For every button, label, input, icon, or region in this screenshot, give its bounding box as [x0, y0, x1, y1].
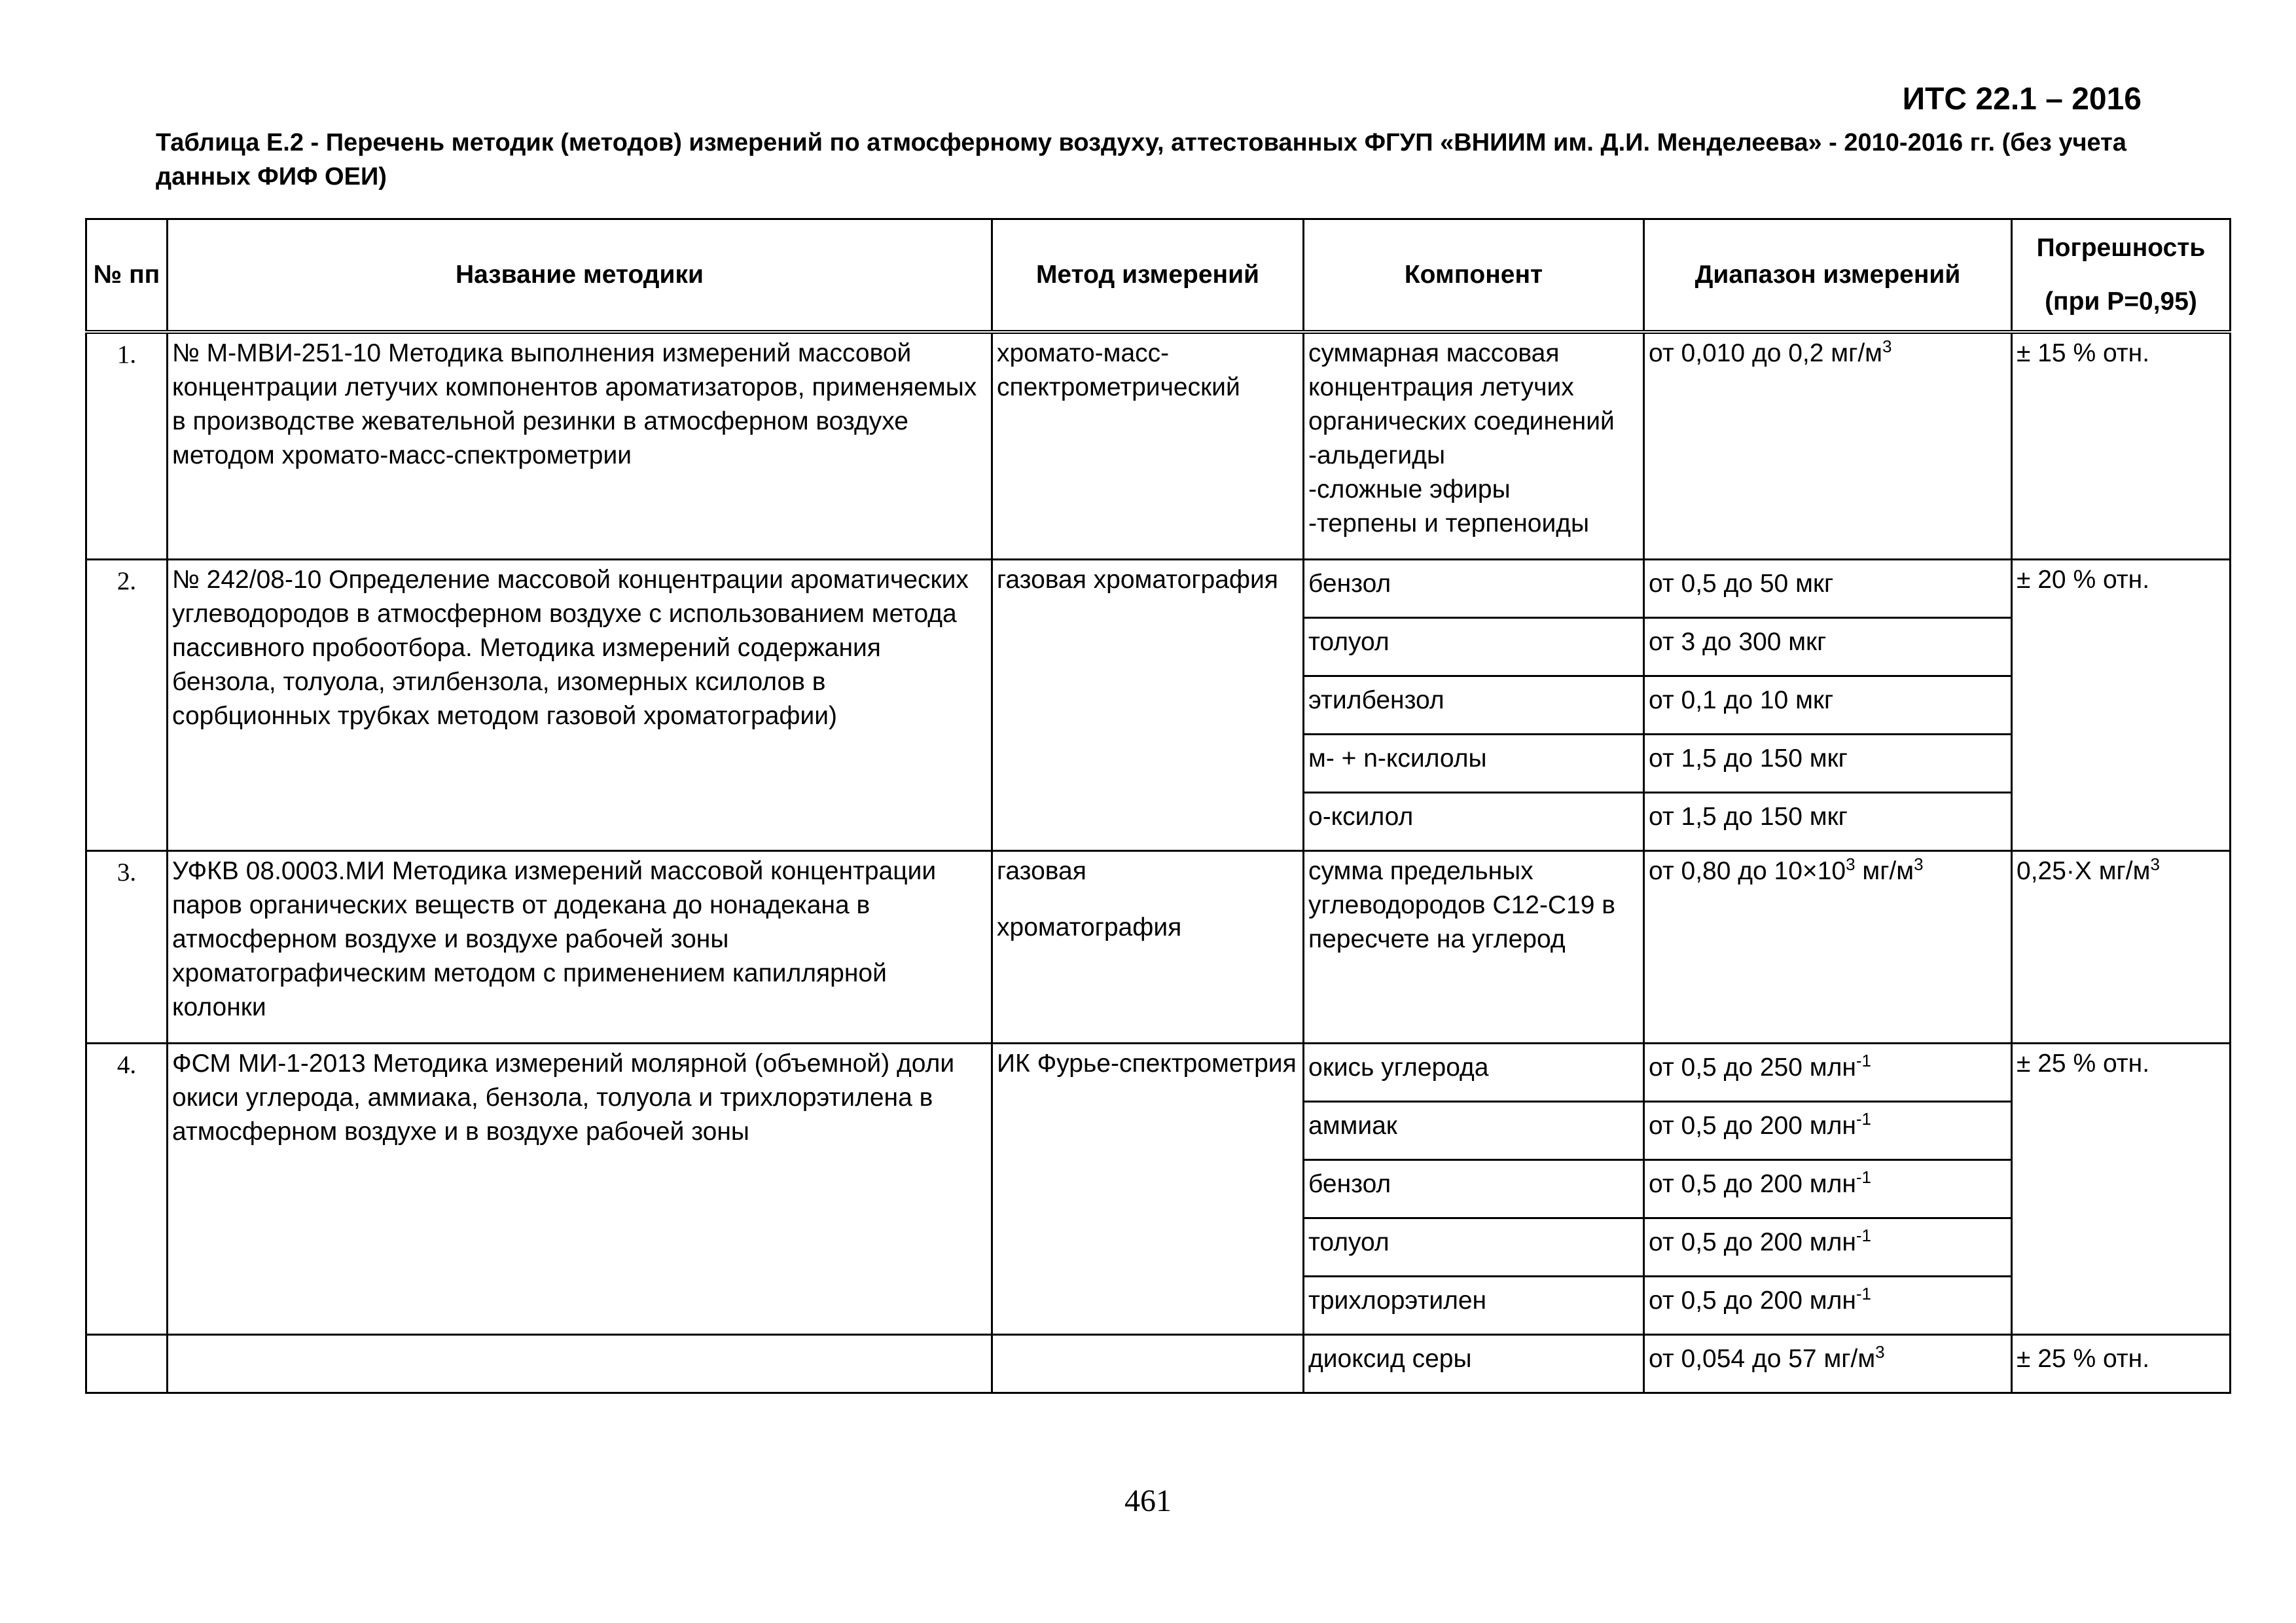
measurement-range: от 0,5 до 50 мкг [1644, 559, 2012, 617]
row-number: 4. [86, 1043, 168, 1334]
method-line1: газовая [997, 856, 1086, 885]
range-sup: -1 [1856, 1225, 1871, 1245]
measurement-range [1644, 1334, 2012, 1393]
range-unit: мг/м [1855, 856, 1914, 885]
measurement-range [1644, 850, 2012, 1043]
component: диоксид серы [1304, 1334, 1644, 1393]
measurement-range: от 3 до 300 мкг [1644, 617, 2012, 676]
method-title: УФКВ 08.0003.МИ Методика измерений массовой концентрации паров органических веществ от додекана до нонадекана в атмосферном воздухе и воздухе рабочей зоны хроматографическим методом с применением капиллярной колонки [168, 850, 992, 1043]
row-number: 2. [86, 559, 168, 850]
page-number: 461 [1124, 1484, 1172, 1518]
error-text: 0,25·Х мг/м [2017, 856, 2151, 885]
component: бензол [1304, 559, 1644, 617]
measurement-range [1644, 332, 2012, 559]
table-row [86, 850, 2231, 1043]
measurement-range: от 1,5 до 150 мкг [1644, 792, 2012, 850]
document-code: ИТС 22.1 – 2016 [1902, 82, 2142, 117]
range-unit-sup: 3 [1914, 854, 1924, 874]
method-gap [997, 888, 1299, 911]
header-error-line2: (при P=0,95) [2045, 287, 2197, 316]
header-name: Название методики [168, 219, 992, 333]
component: окись углерода [1304, 1043, 1644, 1101]
component: бензол [1304, 1159, 1644, 1218]
measurement-method [992, 850, 1304, 1043]
range-sup: 3 [1875, 1341, 1885, 1362]
table-row [86, 1043, 2231, 1101]
method-line2: хроматография [997, 913, 1182, 941]
header-error-line1: Погрешность [2036, 234, 2206, 262]
error-value [2012, 850, 2231, 1043]
measurement-range [1644, 1101, 2012, 1159]
header-component: Компонент [1304, 219, 1644, 333]
measurement-method [992, 1334, 1304, 1393]
component: этилбензол [1304, 676, 1644, 734]
range-sup: -1 [1856, 1050, 1871, 1070]
row-number: 1. [86, 332, 168, 559]
table-row [86, 559, 2231, 617]
range-text: от 0,5 до 200 млн [1649, 1111, 1856, 1140]
range-sup: 3 [1846, 854, 1856, 874]
header-num: № пп [86, 219, 168, 333]
range-sup: -1 [1856, 1283, 1871, 1304]
component: аммиак [1304, 1101, 1644, 1159]
component: м- + n-ксилолы [1304, 734, 1644, 792]
measurement-method: ИК Фурье-спектрометрия [992, 1043, 1304, 1334]
range-sup: 3 [1882, 337, 1892, 356]
error-value: ± 20 % отн. [2012, 559, 2231, 850]
header-error [2012, 219, 2231, 333]
range-sup: -1 [1856, 1167, 1871, 1187]
range-text: от 0,80 до 10×10 [1649, 856, 1846, 885]
method-title: № М-МВИ-251-10 Методика выполнения измерений массовой концентрации летучих компонентов ароматизаторов, применяемых в производстве жевательной резинки в атмосферном воздухе методом хромато-масс-спектрометрии [168, 332, 992, 559]
range-sup: -1 [1856, 1108, 1871, 1129]
component: трихлорэтилен [1304, 1276, 1644, 1334]
measurement-method: хромато-масс-спектрометрический [992, 332, 1304, 559]
table-caption: Таблица Е.2 - Перечень методик (методов) измерений по атмосферному воздуху, аттестованных ФГУП «ВНИИМ им. Д.И. Менделеева» - 2010-2016 гг. (без учета данных ФИФ ОЕИ) [156, 129, 2126, 191]
error-value: ± 25 % отн. [2012, 1043, 2231, 1334]
measurement-range: от 1,5 до 150 мкг [1644, 734, 2012, 792]
measurement-range [1644, 1043, 2012, 1101]
range-text: от 0,054 до 57 мг/м [1649, 1344, 1876, 1373]
error-value: ± 15 % отн. [2012, 332, 2231, 559]
table-row [86, 332, 2231, 559]
header-range: Диапазон измерений [1644, 219, 2012, 333]
method-title: № 242/08-10 Определение массовой концентрации ароматических углеводородов в атмосферном воздухе с использованием метода пассивного пробоотбора. Методика измерений содержания бензола, толуола, этилбензола, изомерных ксилолов в сорбционных трубках методом газовой хроматографии) [168, 559, 992, 850]
measurement-methods-table [85, 218, 2231, 1394]
component: толуол [1304, 617, 1644, 676]
row-number: 3. [86, 850, 168, 1043]
method-title: ФСМ МИ-1-2013 Методика измерений молярной (объемной) доли окиси углерода, аммиака, бензола, толуола и трихлорэтилена в атмосферном воздухе и в воздухе рабочей зоны [168, 1043, 992, 1334]
component: о-ксилол [1304, 792, 1644, 850]
table-header-row [86, 219, 2231, 333]
row-number [86, 1334, 168, 1393]
error-sup: 3 [2150, 854, 2160, 874]
header-method: Метод измерений [992, 219, 1304, 333]
measurement-method: газовая хроматография [992, 559, 1304, 850]
component: сумма предельных углеводородов С12-С19 в пересчете на углерод [1304, 850, 1644, 1043]
range-text: от 0,5 до 200 млн [1649, 1228, 1856, 1256]
component: толуол [1304, 1218, 1644, 1276]
component [1304, 332, 1644, 559]
table-row [86, 1334, 2231, 1393]
range-text: от 0,5 до 200 млн [1649, 1169, 1856, 1198]
measurement-range [1644, 1218, 2012, 1276]
method-title [168, 1334, 992, 1393]
measurement-range: от 0,1 до 10 мкг [1644, 676, 2012, 734]
measurement-range [1644, 1276, 2012, 1334]
measurement-range [1644, 1159, 2012, 1218]
component-text: суммарная массовая концентрация летучих органических соединений -альдегиды -сложные эфиры -терпены и терпеноиды [1308, 339, 1615, 538]
range-text: от 0,5 до 200 млн [1649, 1286, 1856, 1315]
error-value: ± 25 % отн. [2012, 1334, 2231, 1393]
range-text: от 0,010 до 0,2 мг/м [1649, 339, 1882, 367]
range-text: от 0,5 до 250 млн [1649, 1053, 1856, 1082]
